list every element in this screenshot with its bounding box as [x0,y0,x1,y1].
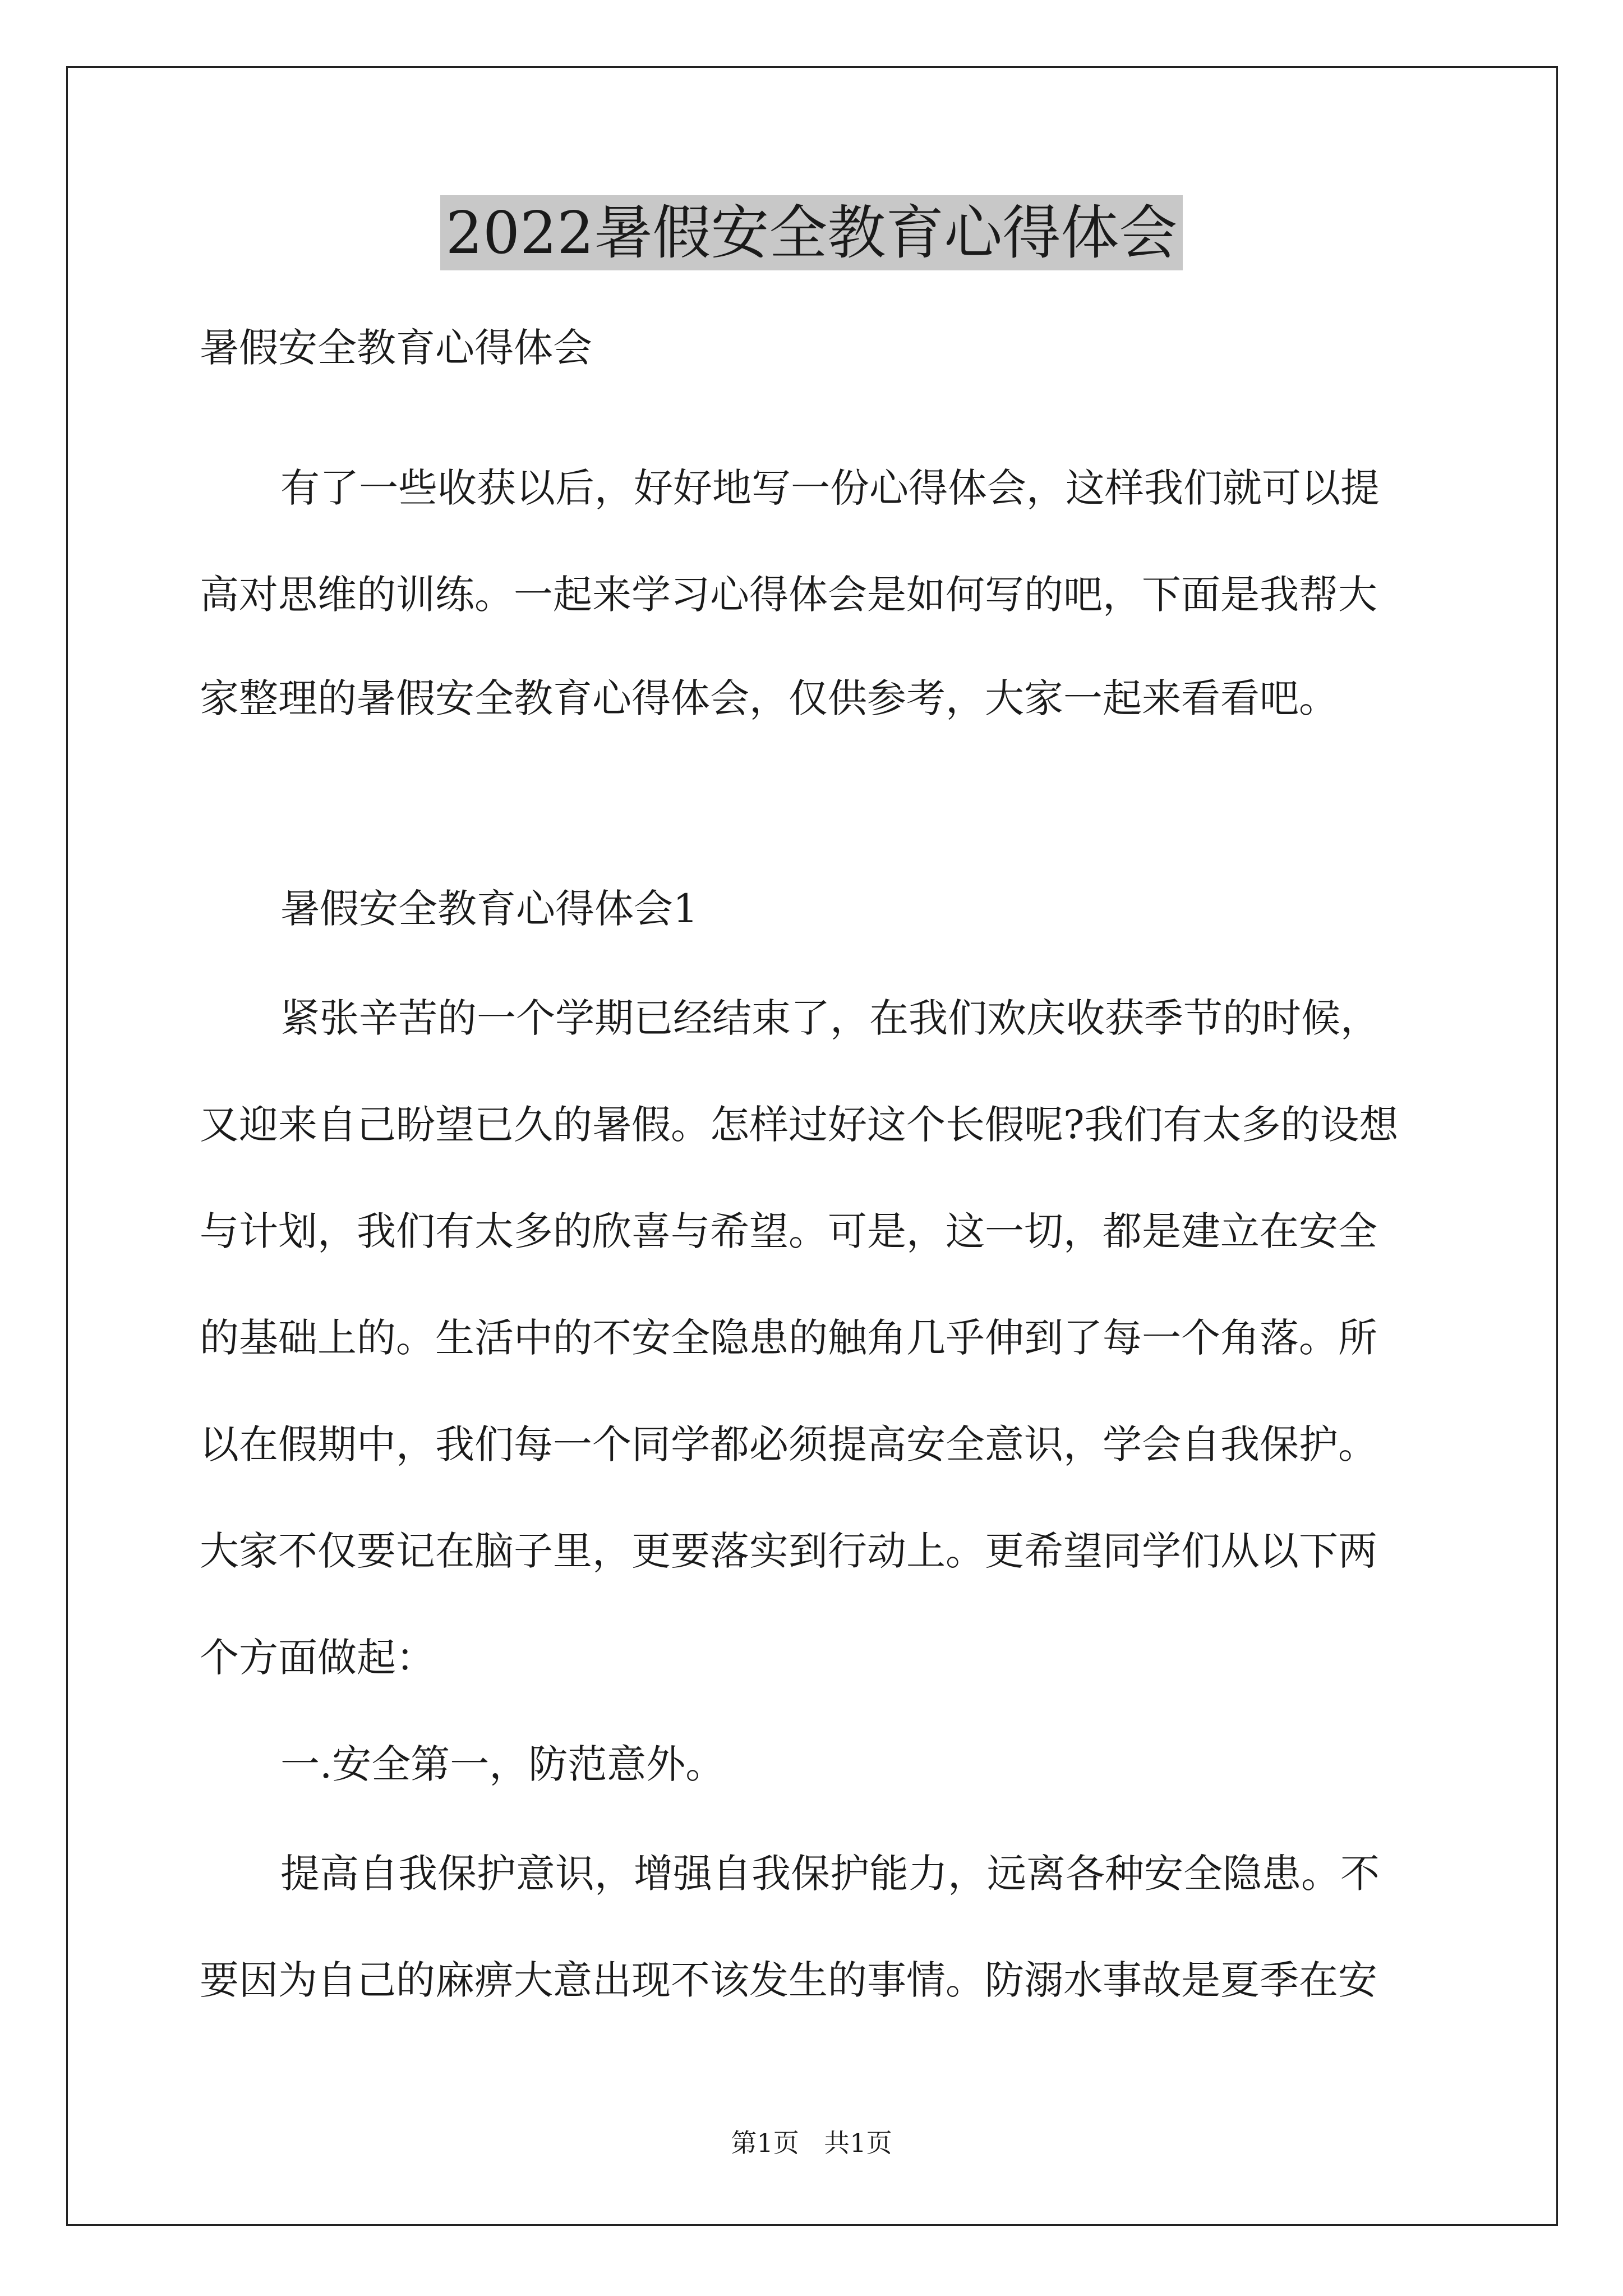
document-title-text: 2022暑假安全教育心得体会 [440,195,1183,270]
body-line: 紧张辛苦的一个学期已经结束了，在我们欢庆收获季节的时候， [280,995,1380,1041]
body-line: 的基础上的。生活中的不安全隐患的触角几乎伸到了每一个角落。所 [200,1315,1377,1361]
body-line: 大家不仅要记在脑子里，更要落实到行动上。更希望同学们从以下两 [200,1528,1377,1574]
section-heading: 暑假安全教育心得体会1 [280,886,698,932]
body-line: 与计划，我们有太多的欣喜与希望。可是，这一切，都是建立在安全 [200,1208,1377,1254]
body-line: 个方面做起： [200,1635,435,1681]
body-line: 有了一些收获以后，好好地写一份心得体会，这样我们就可以提 [280,465,1380,511]
body-line: 家整理的暑假安全教育心得体会，仅供参考，大家一起来看看吧。 [200,675,1338,721]
page-footer: 第1页 共1页 [731,2128,892,2158]
subtitle-line: 暑假安全教育心得体会 [200,325,592,371]
body-line: 又迎来自己盼望已久的暑假。怎样过好这个长假呢?我们有太多的设想 [200,1102,1399,1148]
body-line: 高对思维的训练。一起来学习心得体会是如何写的吧，下面是我帮大 [200,572,1377,618]
body-line: 要因为自己的麻痹大意出现不该发生的事情。防溺水事故是夏季在安 [200,1957,1377,2003]
body-line: 以在假期中，我们每一个同学都必须提高安全意识，学会自我保护。 [200,1421,1377,1467]
document-title [0,191,1623,275]
body-line: 提高自我保护意识，增强自我保护能力，远离各种安全隐患。不 [280,1851,1380,1897]
subsection-heading: 一.安全第一，防范意外。 [280,1741,725,1787]
